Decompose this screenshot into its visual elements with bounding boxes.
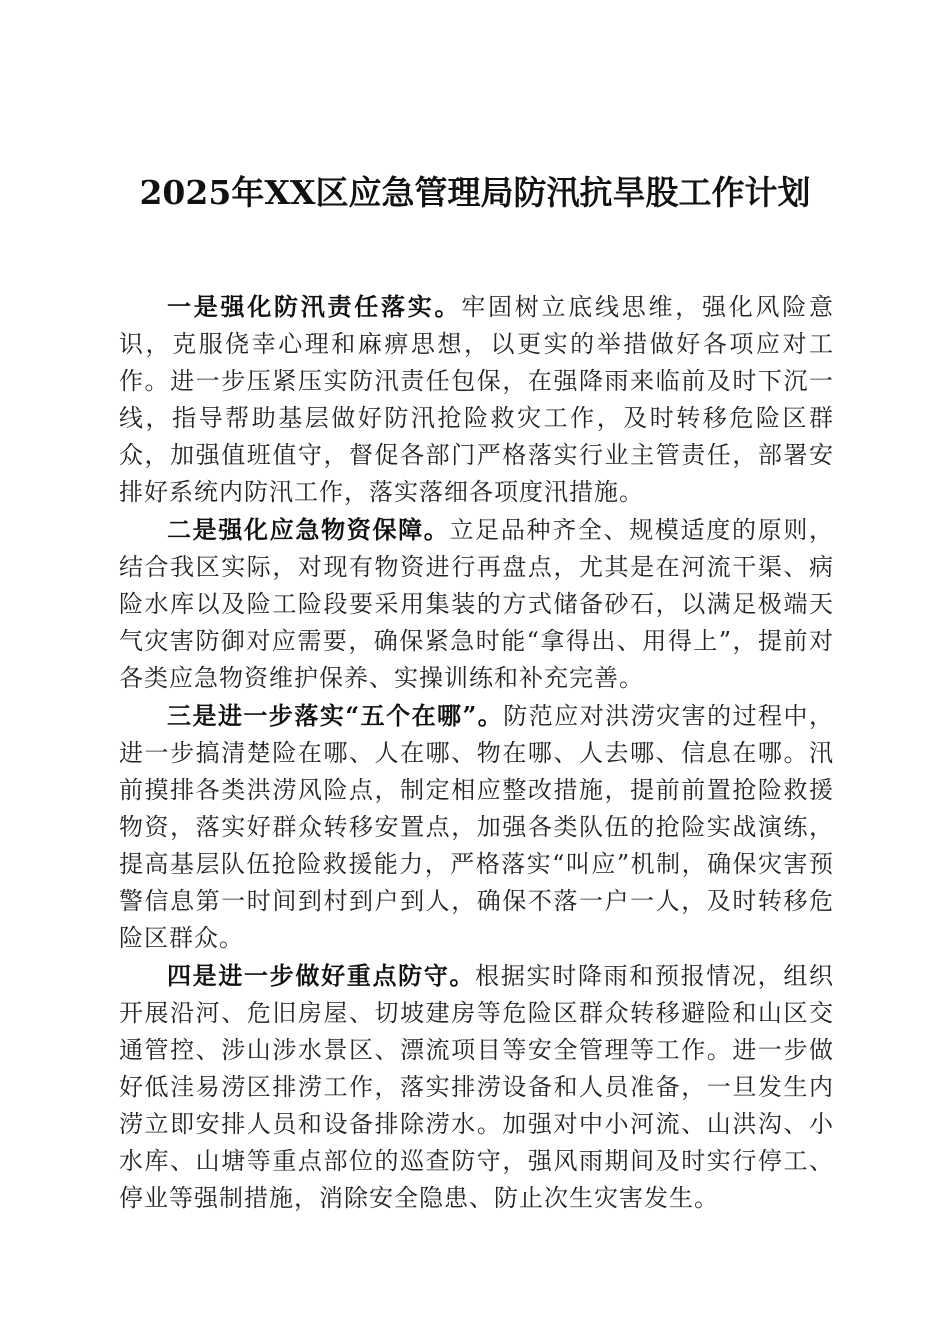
paragraph-1-lead: 一是强化防汛责任落实。 (167, 292, 462, 321)
paragraph-4-lead: 四是进一步做好重点防守。 (167, 961, 476, 990)
paragraph-3 (119, 697, 834, 957)
paragraph-4-text: 根据实时降雨和预报情况，组织开展沿河、危旧房屋、切坡建房等危险区群众转移避险和山区交通管控、涉山涉水景区、漂流项目等安全管理等工作。进一步做好低洼易涝区排涝工作，落实排涝设备和人员准备，一旦发生内涝立即安排人员和设备排除涝水。加强对中小河流、山洪沟、小水库、山塘等重点部位的巡查防守，强风雨期间及时实行停工、停业等强制措施，消除安全隐患、防止次生灾害发生。 (119, 962, 835, 1212)
paragraph-1 (119, 288, 834, 511)
paragraph-3-text: 防范应对洪涝灾害的过程中，进一步搞清楚险在哪、人在哪、物在哪、人去哪、信息在哪。汛前摸排各类洪涝风险点，制定相应整改措施，提前前置抢险救援物资，落实好群众转移安置点，加强各类队伍的抢险实战演练，提高基层队伍抢险救援能力，严格落实“叫应”机制，确保灾害预警信息第一时间到村到户到人，确保不落一户一人，及时转移危险区群众。 (119, 702, 834, 952)
paragraph-2-lead: 二是强化应急物资保障。 (167, 515, 450, 544)
paragraph-4 (119, 957, 834, 1217)
paragraph-1-text: 牢固树立底线思维，强化风险意识，克服侥幸心理和麻痹思想，以更实的举措做好各项应对工作。进一步压紧压实防汛责任包保，在强降雨来临前及时下沉一线，指导帮助基层做好防汛抢险救灾工作，及时转移危险区群众，加强值班值守，督促各部门严格落实行业主管责任，部署安排好系统内防汛工作，落实落细各项度汛措施。 (119, 293, 834, 506)
document-title: 2025年XX区应急管理局防汛抗旱股工作计划 (139, 173, 811, 212)
document-body (119, 288, 834, 1217)
paragraph-2 (119, 511, 834, 697)
paragraph-3-lead: 三是进一步落实“五个在哪”。 (167, 701, 504, 730)
paragraph-2-text: 立足品种齐全、规模适度的原则，结合我区实际，对现有物资进行再盘点，尤其是在河流干渠、病险水库以及险工险段要采用集装的方式储备砂石，以满足极端天气灾害防御对应需要，确保紧急时能“拿得出、用得上”，提前对各类应急物资维护保养、实操训练和补充完善。 (119, 516, 835, 692)
